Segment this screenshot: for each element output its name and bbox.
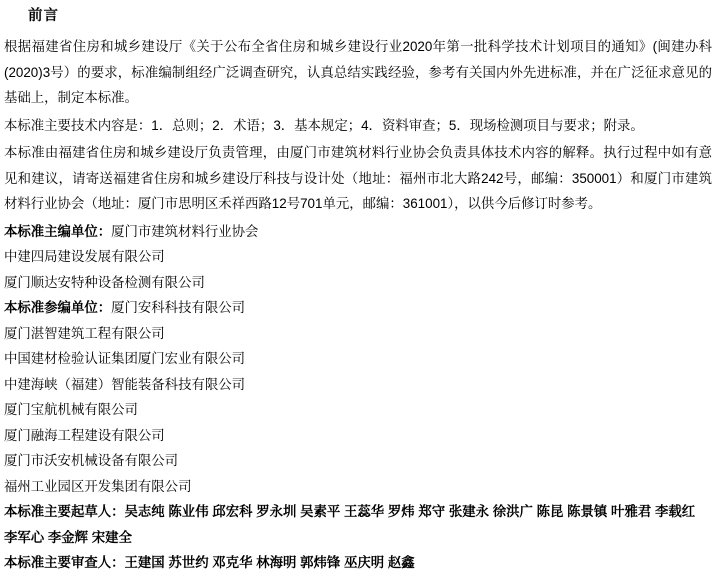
paragraph-administration: 本标准由福建省住房和城乡建设厅负责管理，由厦门市建筑材料行业协会负责具体技术内容的解释。执行过程中如有意见和建议，请寄送福建省住房和城乡建设厅科技与设计处（地址：福州市北大路242号，邮编：350001）和厦门市建筑材料行业协会（地址：厦门市思明区禾祥西路12号701单元，邮编：361001），以供今后修订时参考。	[4, 145, 712, 211]
credit-line	[4, 295, 712, 321]
reviewers-label: 本标准主要审查人：	[4, 555, 125, 570]
credit-line	[4, 423, 712, 449]
credit-value: 厦门市建筑材料行业协会	[111, 223, 259, 239]
credit-value: 厦门融海工程建设有限公司	[4, 427, 165, 443]
reviewers-value: 王建国 苏世约 邓克华 林海明 郭炜锋 巫庆明 赵鑫	[124, 555, 415, 570]
credit-value: 厦门市沃安机械设备有限公司	[4, 453, 179, 468]
credit-line	[4, 244, 712, 270]
page-title: 前言	[28, 8, 59, 24]
credit-line	[4, 219, 712, 245]
drafters-value: 吴志纯 陈业伟 邱宏科 罗永圳 吴素平 王蕊华 罗炜 郑守 张建永 徐洪广 陈昆 陈景镇 叶雅君 李载红 李军心 李金辉 宋建全	[4, 504, 699, 545]
drafters-label: 本标准主要起草人：	[4, 504, 125, 519]
credit-line	[4, 448, 712, 474]
credit-value: 厦门湛智建筑工程有限公司	[4, 325, 165, 341]
credit-line	[4, 346, 712, 372]
drafters-line	[4, 499, 712, 550]
credit-value: 福州工业园区开发集团有限公司	[4, 478, 192, 494]
credit-line	[4, 270, 712, 296]
credit-label: 本标准参编单位：	[4, 300, 112, 315]
paragraph-contents: 本标准主要技术内容是：1．总则；2．术语；3．基本规定；4．资料审查；5．现场检测项目与要求；附录。	[4, 117, 644, 133]
document-body	[0, 34, 718, 576]
credit-value: 中建四局建设发展有限公司	[4, 249, 165, 264]
paragraph-scope: 根据福建省住房和城乡建设厅《关于公布全省住房和城乡建设行业2020年第一批科学技术计划项目的通知》(闽建办科(2020)3号）的要求，标准编制组经广泛调查研究，认真总结实践经验，参考有关国内外先进标准，并在广泛征求意见的基础上，制定本标准。	[4, 39, 712, 105]
credit-label: 本标准主编单位：	[4, 223, 112, 239]
credit-line	[4, 397, 712, 423]
credit-value: 中国建材检验认证集团厦门宏业有限公司	[4, 351, 246, 366]
credit-value: 中建海峡（福建）智能装备科技有限公司	[4, 376, 246, 392]
credit-value: 厦门安科科技有限公司	[111, 300, 246, 315]
credit-line	[4, 372, 712, 398]
credit-line	[4, 321, 712, 347]
reviewers-line	[4, 550, 712, 576]
credit-value: 厦门宝航机械有限公司	[4, 402, 138, 417]
credit-line	[4, 474, 712, 500]
document-page	[0, 6, 718, 570]
credit-value: 厦门顺达安特种设备检测有限公司	[4, 274, 205, 290]
